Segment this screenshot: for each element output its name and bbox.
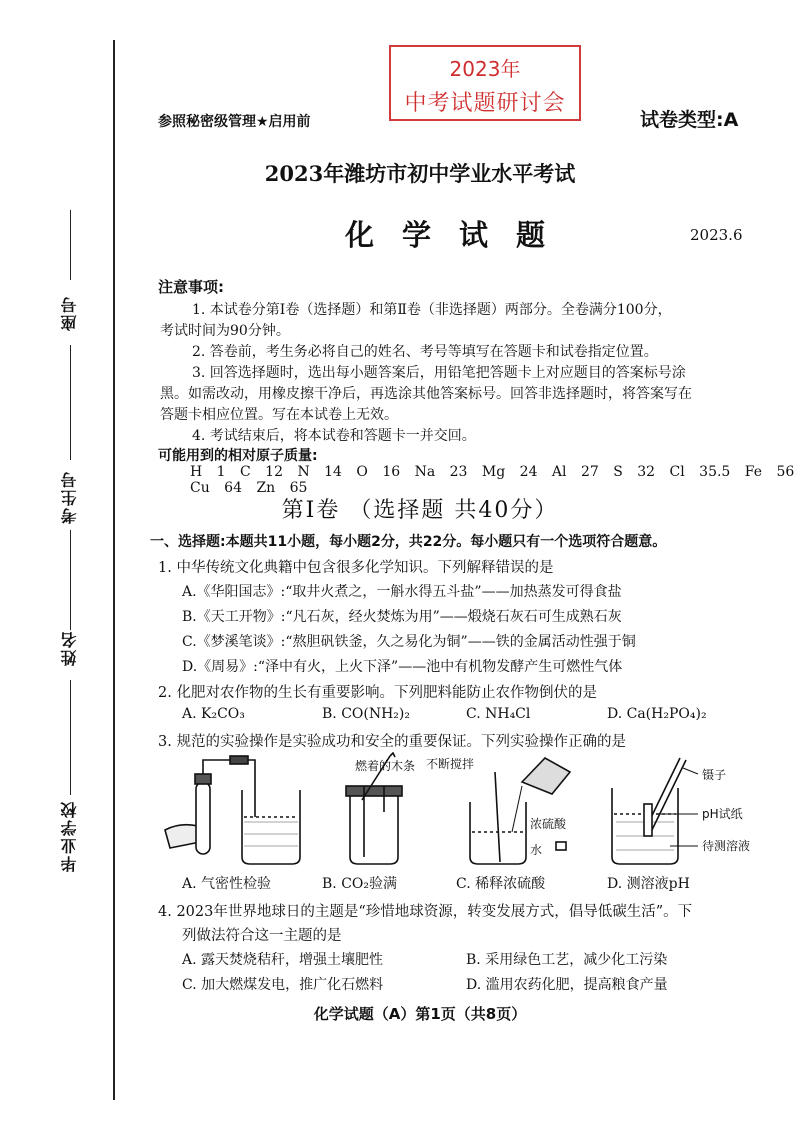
q1-option-d: D.《周易》:“泽中有火，上火下泽”——池中有机物发酵产生可燃性气体 [182, 659, 623, 675]
atomic-mass-heading: 可能用到的相对原子质量: [158, 448, 318, 464]
q3-figures [150, 752, 780, 870]
notice-line-3: 2. 答卷前，考生务必将自己的姓名、考号等填写在答题卡和试卷指定位置。 [192, 344, 658, 360]
q2-option-b: B. CO(NH₂)₂ [322, 706, 410, 722]
section-instructions: 一、选择题:本题共11小题，每小题2分，共22分。每小题只有一个选项符合题意。 [150, 534, 667, 550]
stamp-name: 中考试题研讨会 [404, 91, 566, 116]
label-stir: 不断搅拌 [426, 757, 475, 771]
security-level: 参照秘密级管理★启用前 [158, 114, 311, 130]
q3-option-d: D. 测溶液pH [607, 876, 690, 892]
q4-stem-line2: 列做法符合这一主题的是 [182, 928, 342, 944]
figure-b-co2-check [346, 753, 415, 864]
q1-option-c: C.《梦溪笔谈》:“熬胆矾铁釜，久之易化为铜”——铁的金属活动性强于铜 [182, 634, 636, 650]
q2-option-a: A. K₂CO₃ [182, 706, 245, 722]
school-underline [70, 680, 71, 795]
q4-option-b: B. 采用绿色工艺，减少化工污染 [466, 952, 668, 968]
q3-stem: 3. 规范的实验操作是实验成功和安全的重要保证。下列实验操作正确的是 [158, 734, 626, 750]
label-tweezers: 镊子 [702, 768, 727, 782]
q1-option-a: A.《华阳国志》:“取井火煮之，一斛水得五斗盐”——加热蒸发可得食盐 [182, 584, 622, 600]
q1-option-b: B.《天工开物》:“凡石灰，经火焚炼为用”——煅烧石灰石可生成熟石灰 [182, 609, 622, 625]
seat-label: 座号 [60, 295, 79, 331]
subject-title: 化学试题 [345, 218, 574, 252]
notice-line-4: 3. 回答选择题时，选出每小题答案后，用铅笔把答题卡上对应题目的答案标号涂 [192, 365, 686, 381]
q1-stem: 1. 中华传统文化典籍中包含很多化学知识。下列解释错误的是 [158, 560, 554, 576]
figure-a-airtightness [165, 756, 300, 864]
notice-line-6: 答题卡相应位置。写在本试卷上无效。 [160, 407, 398, 423]
name-underline [70, 530, 71, 630]
volume-title: 第Ⅰ卷 （选择题 共40分） [281, 498, 559, 523]
binding-line [113, 40, 115, 1100]
q2-stem: 2. 化肥对农作物的生长有重要影响。下列肥料能防止农作物倒伏的是 [158, 685, 597, 701]
label-conc-acid: 浓硫酸 [530, 817, 567, 831]
figure-d-measure-ph [612, 758, 750, 864]
stamp-year: 2023年 [449, 57, 521, 81]
q4-stem-line1: 4. 2023年世界地球日的主题是“珍惜地球资源，转变发展方式，倡导低碳生活”。下 [158, 904, 693, 920]
seat-underline [70, 210, 71, 280]
notice-line-1: 1. 本试卷分第Ⅰ卷（选择题）和第Ⅱ卷（非选择题）两部分。全卷满分100分， [192, 302, 672, 318]
label-test-solution: 待测溶液 [702, 839, 751, 853]
label-water: 水 [530, 843, 543, 857]
exam-no-underline [70, 345, 71, 460]
name-label: 姓名 [60, 630, 79, 666]
page-footer: 化学试题（A）第1页（共8页） [313, 1005, 527, 1023]
exam-date: 2023.6 [690, 226, 743, 244]
q2-option-c: C. NH₄Cl [466, 706, 531, 722]
label-burning-stick: 燃着的木条 [355, 759, 416, 773]
exam-title: 2023年潍坊市初中学业水平考试 [264, 161, 576, 186]
q3-option-c: C. 稀释浓硫酸 [456, 876, 546, 892]
q4-option-a: A. 露天焚烧秸秆，增强土壤肥性 [182, 952, 384, 968]
q4-option-c: C. 加大燃煤发电，推广化石燃料 [182, 977, 384, 993]
conference-stamp [389, 45, 581, 121]
atomic-masses: H 1 C 12 N 14 O 16 Na 23 Mg 24 Al 27 S 32 Cl 35.5 Fe 56 Cu 64 Zn 65 [190, 464, 795, 496]
paper-type: 试卷类型:A [640, 109, 739, 131]
q3-option-a: A. 气密性检验 [182, 876, 272, 892]
q4-option-d: D. 滥用农药化肥，提高粮食产量 [466, 977, 668, 993]
q3-option-b: B. CO₂验满 [322, 876, 397, 892]
q2-option-d: D. Ca(H₂PO₄)₂ [607, 706, 707, 722]
figure-c-dilute-acid [426, 756, 570, 864]
notice-line-5: 黑。如需改动，用橡皮擦干净后，再选涂其他答案标号。回答非选择题时，将答案写在 [160, 386, 692, 402]
school-label: 毕业学校 [60, 800, 79, 872]
notice-heading: 注意事项: [158, 278, 224, 296]
notice-line-2: 考试时间为90分钟。 [160, 323, 290, 339]
notice-line-7: 4. 考试结束后，将本试卷和答题卡一并交回。 [192, 428, 476, 444]
exam-no-label: 考生号 [60, 470, 79, 524]
label-ph-paper: pH试纸 [702, 807, 743, 821]
